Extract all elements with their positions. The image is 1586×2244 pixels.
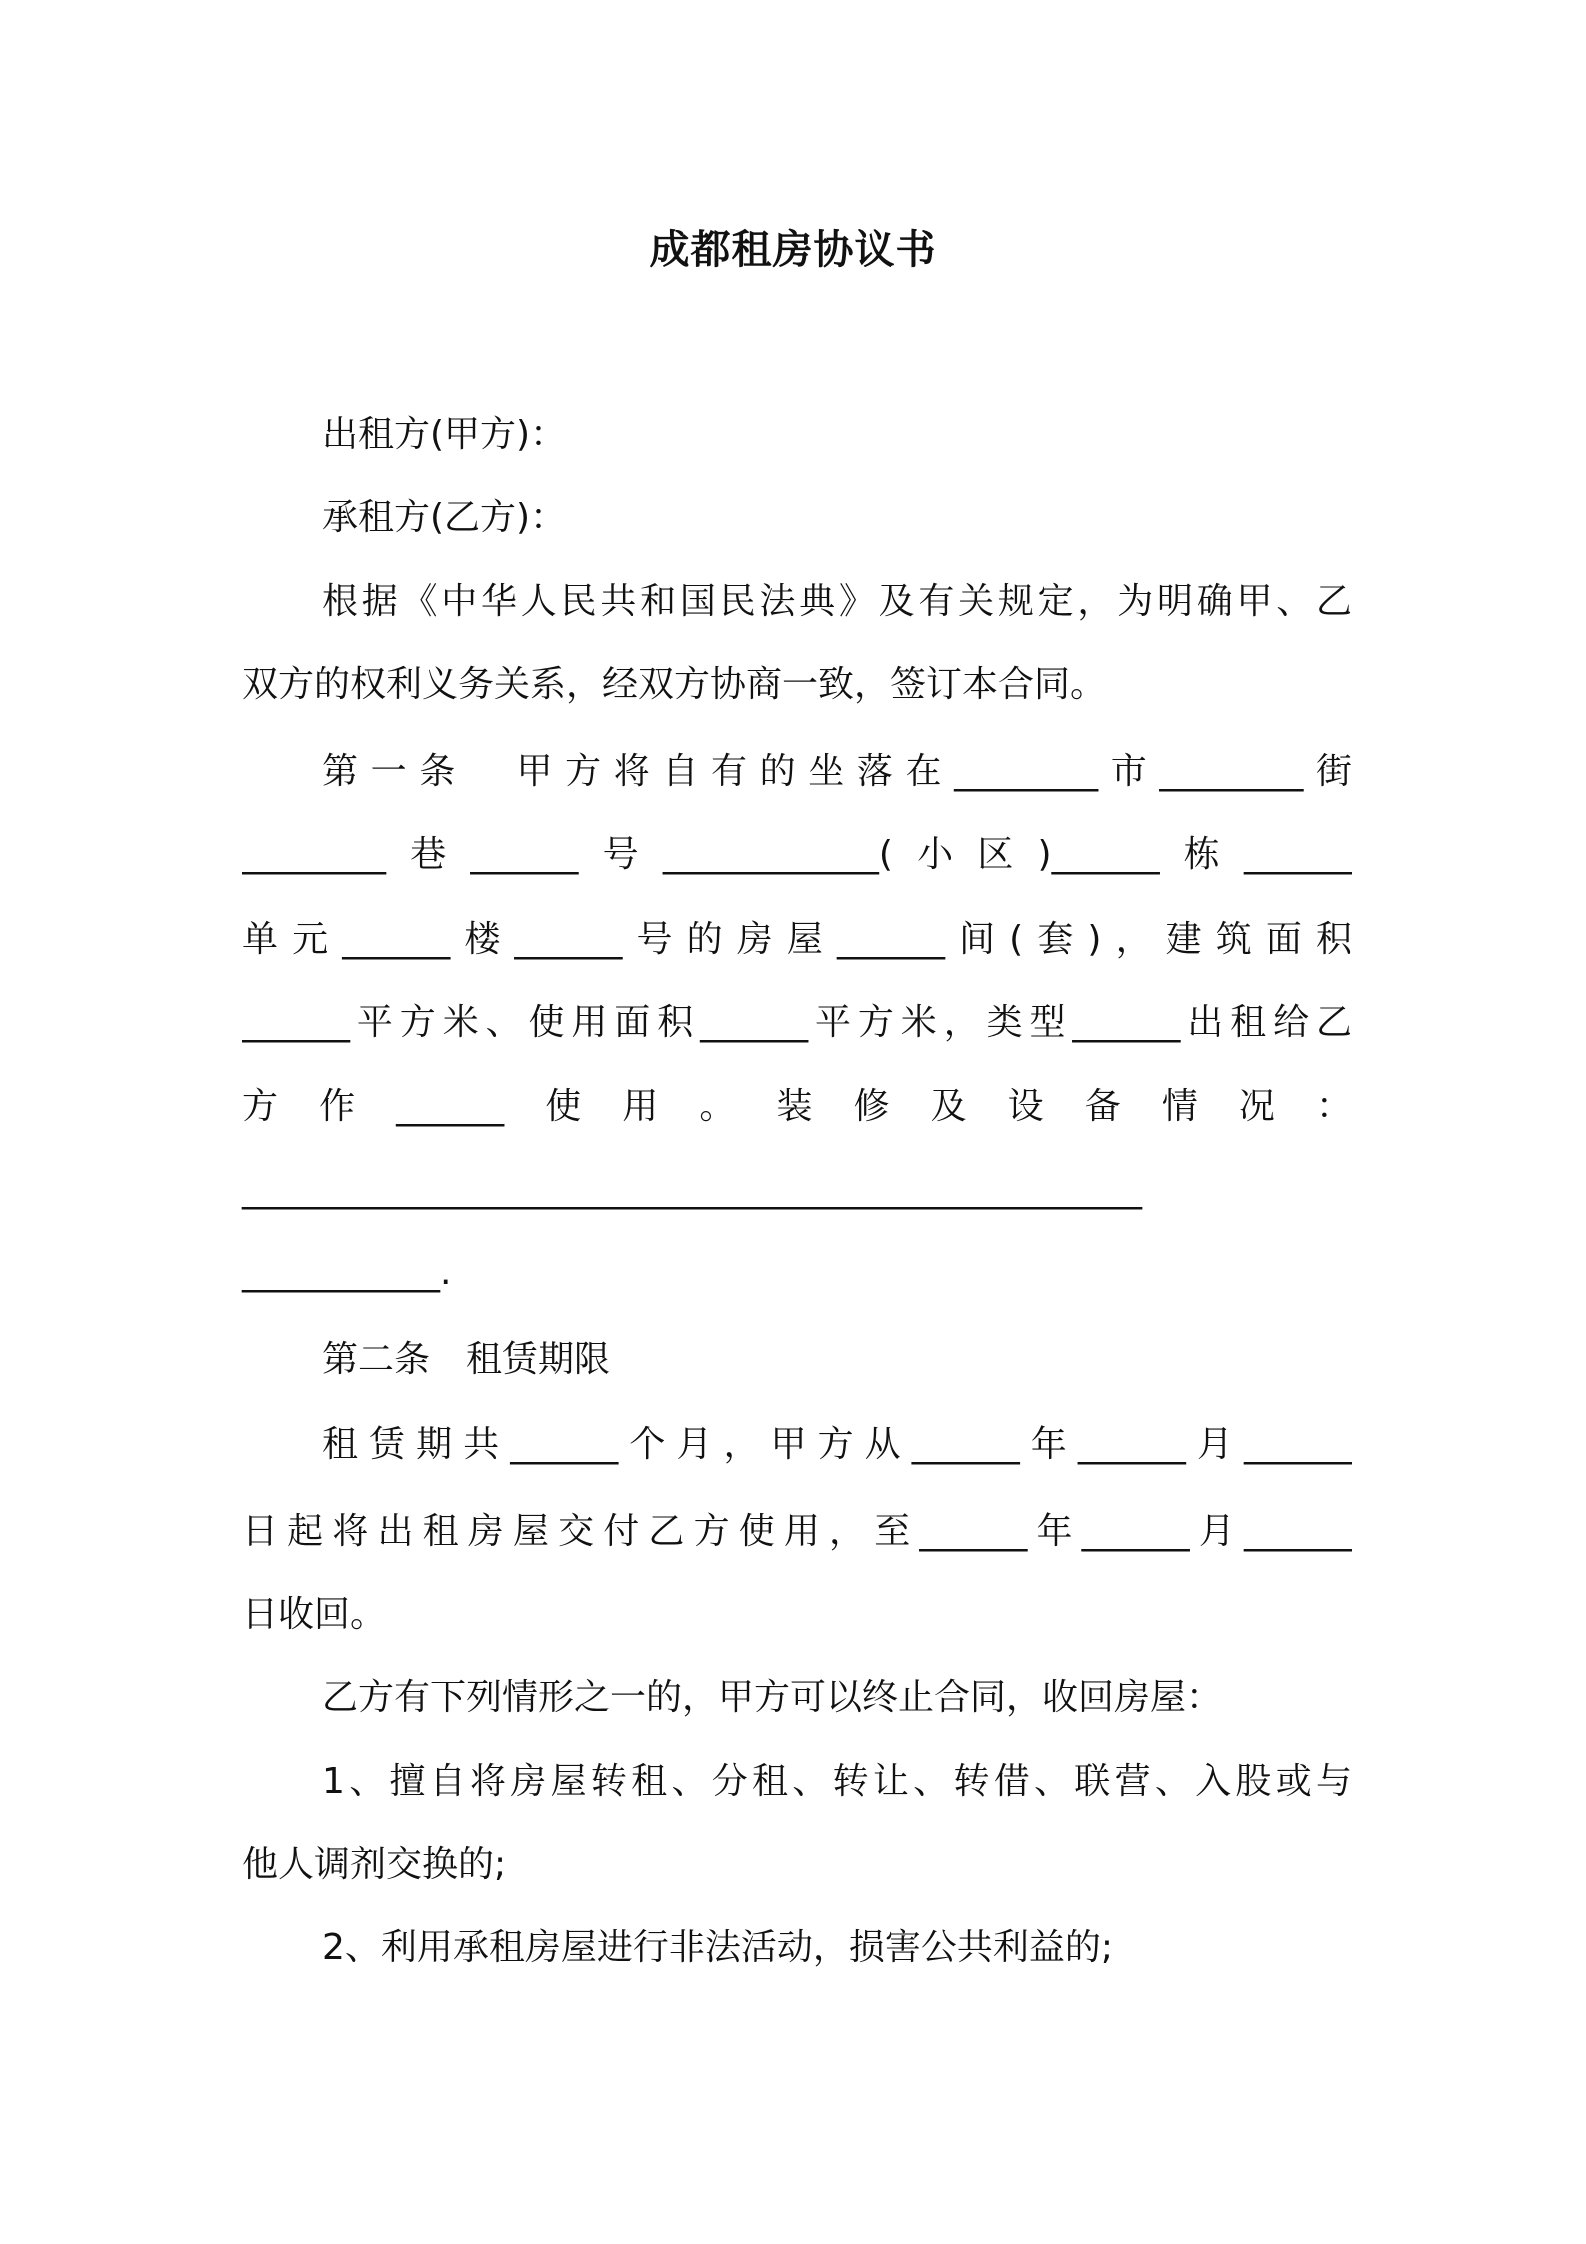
article-1-line-7: ___________.: [242, 1252, 452, 1293]
article-1-line-4: ______平方米、使用面积______平方米，类型______出租给乙: [242, 1002, 1352, 1043]
termination-item-2: 2、利用承租房屋进行非法活动，损害公共利益的;: [322, 1927, 1114, 1968]
termination-item-1-line-1: 1、擅自将房屋转租、分租、转让、转借、联营、入股或与: [322, 1761, 1352, 1802]
article-1-line-6: __________________________________________________: [242, 1169, 1142, 1210]
article-2-line-2: 日起将出租房屋交付乙方使用，至______年______月______: [242, 1511, 1352, 1552]
lessee-line: 承租方(乙方)：: [322, 497, 567, 538]
article-2-line-3: 日收回。: [242, 1594, 387, 1635]
termination-item-1-line-2: 他人调剂交换的;: [242, 1844, 507, 1885]
article-2-line-1: 租赁期共______个月，甲方从______年______月______: [322, 1424, 1352, 1465]
lessor-line: 出租方(甲方)：: [322, 414, 567, 455]
article-1-line-5: 方作______使用。装修及设备情况：: [242, 1086, 1352, 1127]
document-title: 成都租房协议书: [649, 227, 937, 273]
article-1-line-2: ________巷______号____________(小区)______栋______: [242, 834, 1352, 875]
article-1-line-1: 第一条 甲方将自有的坐落在________市________街: [322, 751, 1352, 792]
preamble-line-2: 双方的权利义务关系，经双方协商一致，签订本合同。: [242, 664, 1107, 705]
article-2-heading: 第二条 租赁期限: [322, 1339, 611, 1380]
preamble-line-1: 根据《中华人民共和国民法典》及有关规定，为明确甲、乙: [322, 581, 1352, 622]
article-1-line-3: 单元______楼______号的房屋______间(套)，建筑面积: [242, 919, 1352, 960]
termination-intro: 乙方有下列情形之一的，甲方可以终止合同，收回房屋：: [322, 1677, 1223, 1718]
